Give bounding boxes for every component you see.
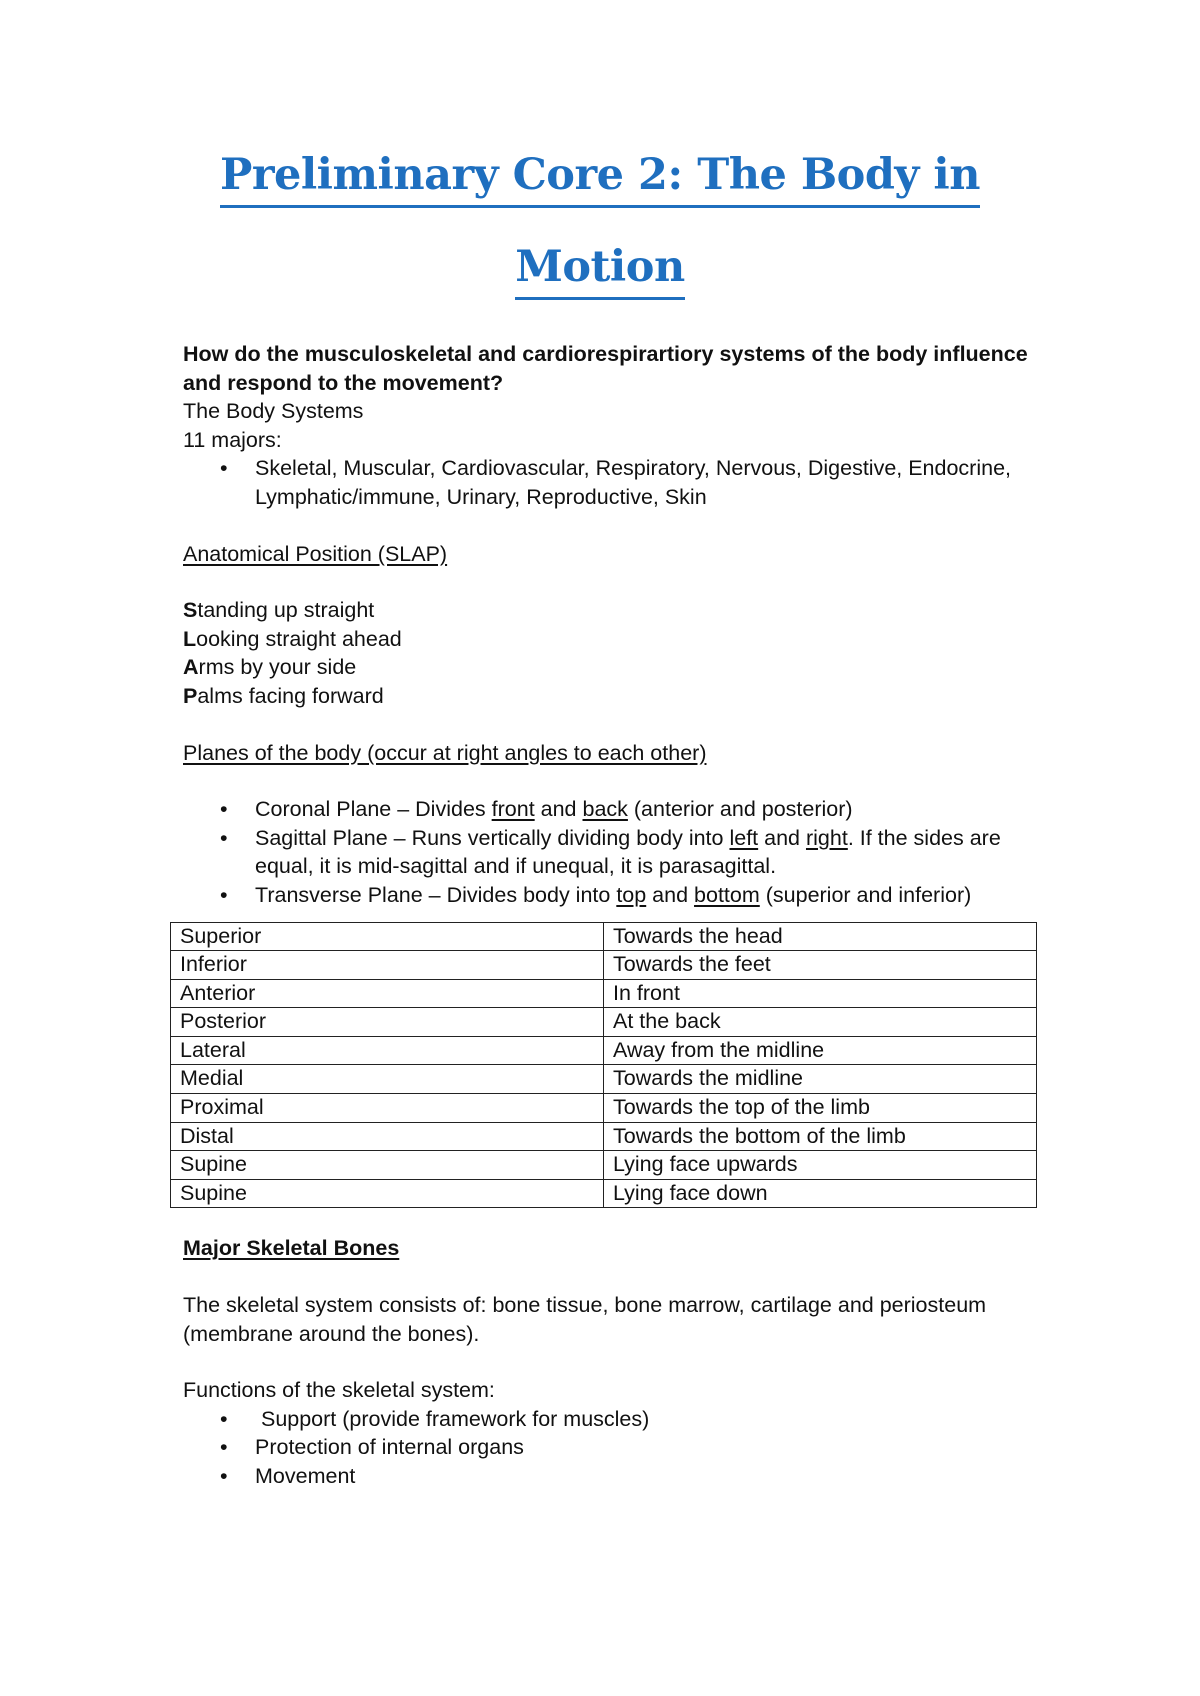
slap-item: Arms by your side	[183, 655, 357, 680]
table-row: Medial Towards the midline	[171, 1065, 1037, 1094]
bullet-icon: •	[220, 882, 228, 907]
majors-label: 11 majors:	[183, 427, 282, 452]
bullet-icon: •	[220, 1406, 228, 1431]
bullet-icon: •	[220, 1464, 228, 1488]
table-row: Supine Lying face down	[171, 1179, 1037, 1208]
table-row: Posterior At the back	[171, 1008, 1037, 1037]
guiding-question: How do the musculoskeletal and cardiorespirartiory systems of the body influence and respond to the movement?	[183, 342, 1028, 395]
table-row: Inferior Towards the feet	[171, 951, 1037, 980]
slap-item: Palms facing forward	[183, 683, 384, 708]
list-item: • Sagittal Plane – Runs vertically dividing body into left and right. If the sides are equal, it is mid-sagittal and if unequal, it is parasagittal.	[220, 825, 1001, 879]
title-line-2: Motion	[515, 246, 684, 300]
table-row: Lateral Away from the midline	[171, 1036, 1037, 1065]
anatomical-heading: Anatomical Position (SLAP)	[183, 541, 448, 566]
table-row: Anterior In front	[171, 979, 1037, 1008]
list-item: • Transverse Plane – Divides body into top and bottom (superior and inferior)	[183, 881, 1043, 910]
bullet-icon: •	[220, 797, 228, 822]
body-systems-list	[183, 454, 1043, 511]
list-item: • Skeletal, Muscular, Cardiovascular, Respiratory, Nervous, Digestive, Endocrine, Lymphatic/immune, Urinary, Reproductive, Skin	[220, 456, 1012, 509]
list-item: • Movement	[183, 1462, 1043, 1491]
list-item: • Protection of internal organs	[183, 1433, 1043, 1462]
table-row: Proximal Towards the top of the limb	[171, 1094, 1037, 1123]
title-line-1: Preliminary Core 2: The Body in	[220, 154, 980, 208]
skeletal-intro: The skeletal system consists of: bone tissue, bone marrow, cartilage and periosteum (membrane around the bones).	[183, 1293, 987, 1346]
list-item: • Support (provide framework for muscles)	[183, 1405, 1043, 1434]
body-systems-heading: The Body Systems	[183, 399, 364, 424]
document-body	[180, 340, 1043, 1491]
bullet-icon: •	[220, 456, 228, 481]
planes-list	[183, 795, 1043, 909]
bullet-icon: •	[220, 825, 228, 850]
table-row: Distal Towards the bottom of the limb	[171, 1122, 1037, 1151]
functions-heading: Functions of the skeletal system:	[183, 1378, 495, 1403]
table-row: Supine Lying face upwards	[171, 1151, 1037, 1180]
list-item: • Coronal Plane – Divides front and back (anterior and posterior)	[183, 795, 1043, 824]
bullet-icon: •	[220, 1435, 228, 1460]
table-row: Superior Towards the head	[171, 922, 1037, 951]
functions-list	[183, 1405, 1043, 1491]
planes-heading: Planes of the body (occur at right angles to each other)	[183, 740, 707, 765]
skeletal-heading: Major Skeletal Bones	[183, 1236, 400, 1261]
slap-item: Standing up straight	[183, 598, 375, 623]
slap-item: Looking straight ahead	[183, 626, 402, 651]
anatomical-terms-table	[170, 922, 1037, 1209]
